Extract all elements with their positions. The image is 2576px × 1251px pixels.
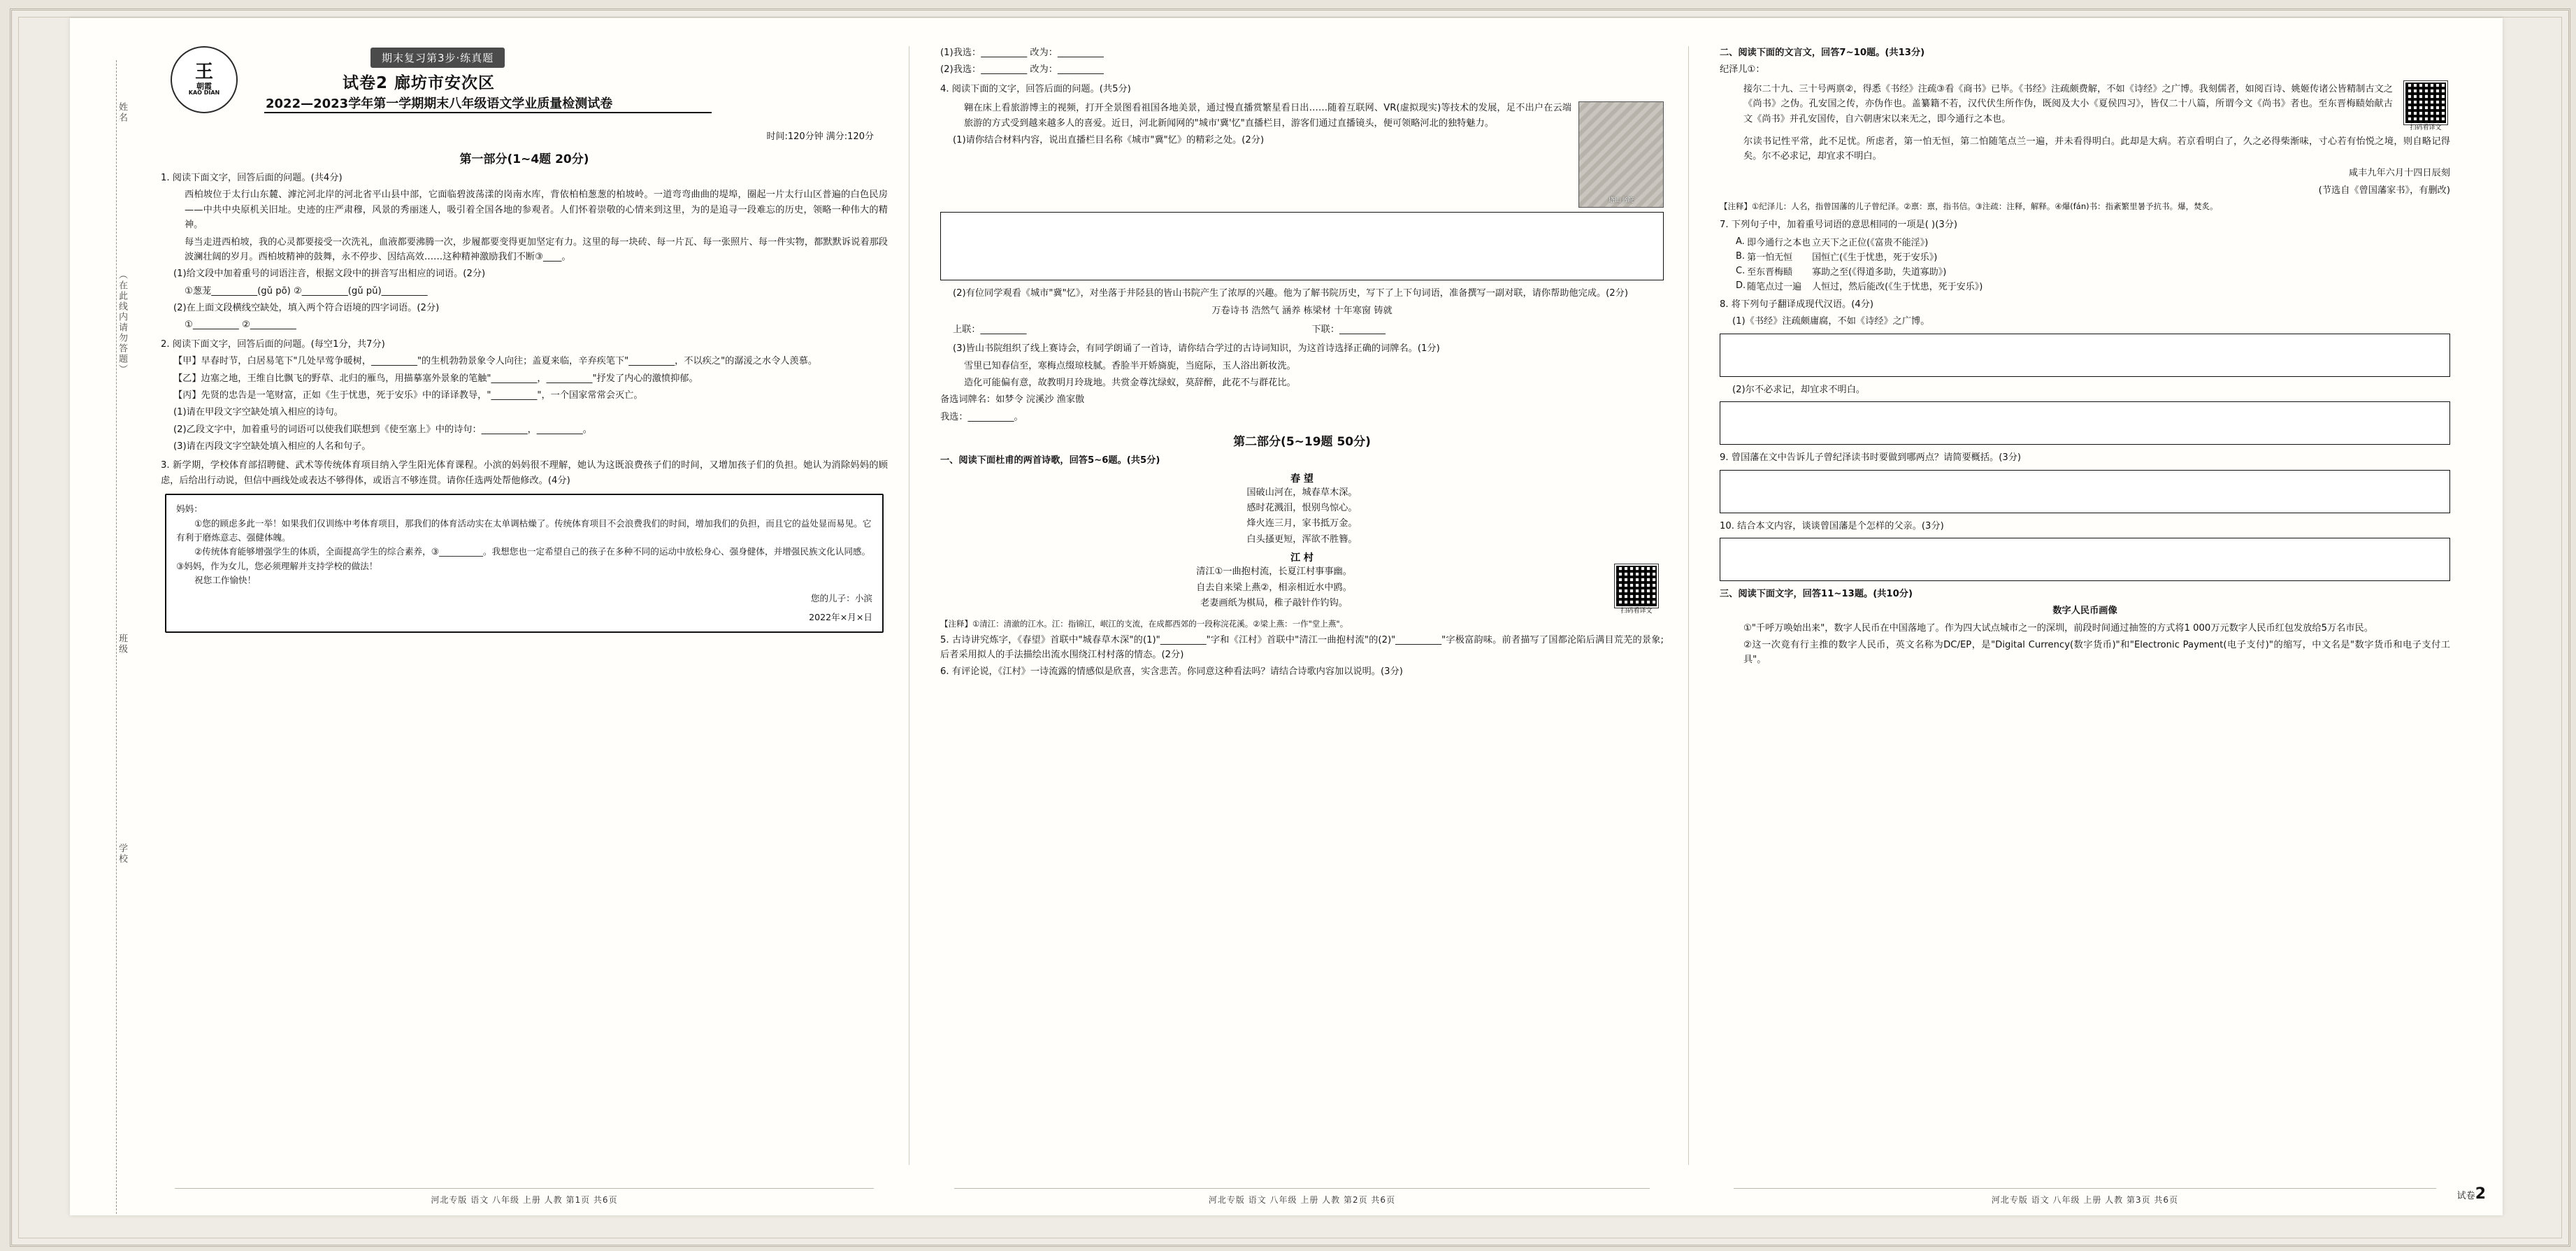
- page-title: 试卷2 廊坊市安次区: [343, 74, 496, 92]
- letter-signature-name: 您的儿子：小滨: [810, 593, 872, 604]
- question-2-line-bing: 【丙】先贤的忠告是一笔财富，正如《生于忧患，死于安乐》中的译译教导，"__________"，一个国家常常会灭亡。: [173, 389, 643, 401]
- question-1-sub2: (2)在上面文段横线空缺处，填入两个符合语境的四字词语。(2分): [173, 303, 440, 313]
- qr-code-icon[interactable]: [1615, 564, 1658, 608]
- question-3-answer-2: (2)我选：__________ 改为：__________: [940, 64, 1104, 76]
- poem-b-line-2: 自去自来梁上燕②，相亲相近水中鸥。: [1196, 582, 1352, 593]
- classical-text-date: 咸丰九年六月十四日辰刻: [2348, 168, 2450, 179]
- classical-text-addressee: 纪泽儿①：: [1720, 64, 1765, 76]
- brand-logo: [171, 46, 238, 113]
- question-3-stem: 3. 新学期，学校体育部招聘健、武术等传统体育项目纳入学生阳光体育课程。小滨的妈妈很不理解，她认为这既浪费孩子们的时间，又增加孩子们的负担。她认为消除妈妈的顾虑，后给出行动说，但信中画线处或表达不够得体，或语言不够连贯。请你任选两处帮他修改。(4分): [161, 460, 888, 486]
- option-b-label: B.: [1736, 251, 1746, 262]
- poem-b-line-3: 老妻画纸为棋局，稚子敲针作钓钩。: [1200, 598, 1348, 609]
- poem-b-notes: 【注释】①清江：清澈的江水。江：指锦江，岷江的支流，在成都西郊的一段称浣花溪。②梁上燕：一作"堂上燕"。: [940, 619, 1348, 629]
- paper-sheet: [70, 18, 2503, 1215]
- poem-a-line-3: 烽火连三月，家书抵万金。: [1246, 518, 1358, 529]
- question-7-stem: 7. 下列句子中，加着重号词语的意思相同的一项是( )(3分): [1720, 219, 1958, 230]
- question-4-sub1: (1)请你结合材料内容，说出直播栏目名称《城市"冀"忆》的精彩之处。(2分): [953, 134, 1265, 145]
- question-10: 10. 结合本文内容，谈谈曾国藩是个怎样的父亲。(3分): [1720, 520, 1944, 531]
- question-4-sub2: (2)有位同学观看《城市"冀"忆》，对坐落于井陉县的皆山书院产生了浓厚的兴趣。他为了解书院历史，写下了上下句词语，准备撰写一副对联，请你帮助他完成。(2分): [953, 288, 1629, 299]
- question-2-sub2: (2)乙段文字中，加着重号的词语可以使我们联想到《使至塞上》中的诗句：__________，__________。: [173, 424, 592, 435]
- binding-label-name: 姓名: [117, 102, 127, 123]
- question-4-poem-line-1: 雪里已知春信至，寒梅点缀琼枝腻。香脸半开娇旖旎，当庭际，玉人浴出新妆洗。: [964, 360, 1296, 371]
- question-4-stem: 4. 阅读下面的文字，回答后面的问题。(共5分): [940, 83, 1131, 94]
- question-1-stem: 1. 阅读下面文字，回答后面的问题。(共4分): [161, 173, 343, 183]
- series-ribbon: 期末复习第3步·练真题: [370, 48, 505, 68]
- question-8-stem: 8. 将下列句子翻译成现代汉语。(4分): [1720, 299, 1874, 310]
- classical-text-paragraph-2: 尔读书记性平常，此不足忧。所虑者，第一怕无恒，第二怕随笔点兰一遍，并未看得明白。此却是大病。若京看明白了，久之必得柴渐味，寸心若有怡悦之境，则自略记得矣。尔不必求记，却宜求不明白。: [1743, 136, 2450, 162]
- option-d-right: 人恒过，然后能改(《生于忧患，死于安乐》): [1812, 282, 1983, 293]
- exam-time-info: 时间:120分钟 满分:120分: [766, 131, 874, 142]
- question-5: 5. 古诗讲究炼字，《春望》首联中"城春草木深"的(1)"__________"字和《江村》首联中"清江一曲抱村流"的(2)"__________"字极富韵味。前者描写了国都沦陷后满目荒芜的景象;后者采用拟人的手法描绘出流水围绕江村村落的情态。(2分): [940, 634, 1664, 661]
- letter-paragraph-1: ①您的顾虑多此一举！如果我们仅训练中考体育项目，那我们的体育活动实在太单调枯燥了。传统体育项目不会浪费我们的时间，增加我们的负担，而且它的益处显而易见。它有利于磨炼意志、强健体魄。: [176, 517, 872, 543]
- option-d-left: 随笔点过一遍: [1747, 282, 1802, 293]
- question-7-option-b[interactable]: [1735, 249, 1983, 264]
- footer-rule-1: [175, 1188, 874, 1189]
- letter-paragraph-2: ②传统体育能够增强学生的体质，全面提高学生的综合素养，③__________。我想您也一定希望自己的孩子在多种不同的运动中放松身心、强身健体，并增强民族文化认同感。③妈妈，作为女儿，您必须理解并支持学校的做法！: [176, 546, 871, 571]
- corner-tag-number: 2: [2475, 1185, 2486, 1203]
- option-c-label: C.: [1736, 266, 1746, 277]
- question-4-couplet-up: 上联：__________: [953, 324, 1027, 335]
- question-4-poem-line-2: 造化可能偏有意，故教明月玲珑地。共赏金尊沈绿蚁，莫辞醉，此花不与群花比。: [964, 378, 1296, 388]
- question-7-option-c[interactable]: [1735, 264, 1983, 278]
- footer-page-3: 河北专版 语文 八年级 上册 人教 第3页 共6页: [1991, 1195, 2179, 1205]
- binding-label-school: 学校: [117, 843, 127, 864]
- paper-corner-tag: [2457, 1185, 2486, 1203]
- article-paragraph-2: ②这一次竟有行主推的数字人民币，英文名称为DC/EP，是"Digital Currency(数字货币)"和"Electronic Payment(电子支付)"的缩写，中文名是"数字货币和电子支付工具"。: [1743, 640, 2450, 666]
- question-1-passage-b: 每当走进西柏坡，我的心灵都要接受一次洗礼，血液都要沸腾一次，步履都要变得更加坚定有力。这里的每一块砖、每一片瓦、每一张照片、每一件实物，都默默诉说着那段波澜壮阔的岁月。西柏坡精神的鼓舞，永不停步、因结高效……这种精神激励我们不断③____。: [185, 236, 888, 262]
- poem-a-line-1: 国破山河在，城春草木深。: [1246, 487, 1358, 498]
- poem-a-line-2: 感时花溅泪，恨别鸟惊心。: [1246, 502, 1358, 513]
- logo-char: 王: [194, 62, 213, 83]
- column-3: [1720, 43, 2450, 1190]
- exam-header: [161, 43, 888, 127]
- question-6: 6. 有评论说，《江村》一诗流露的情感似是欣喜，实含悲苦。你同意这种看法吗？请结合诗歌内容加以说明。(3分): [940, 666, 1403, 678]
- question-7-options[interactable]: [1735, 234, 1983, 293]
- book-academy-photo: [1578, 101, 1664, 208]
- footer-rule-2: [954, 1188, 1650, 1189]
- question-7-option-a[interactable]: [1735, 234, 1983, 249]
- question-1-passage-a: 西柏坡位于太行山东麓、滹沱河北岸的河北省平山县中部，它面临碧波荡漾的岗南水库，背依柏柏葱葱的柏坡岭。一道弯弯曲曲的堤埠，圈起一片太行山区普遍的白色民房——中共中央原机关旧址。史迹的庄严肃穆，风景的秀丽迷人，吸引着全国各地的参观者。人们怀着崇敬的心情来到这里，为的是追寻一段难忘的历史，领略一种伟大的精神。: [185, 190, 888, 231]
- letter-signature-date: 2022年×月×日: [809, 611, 872, 622]
- section-3-title: 三、阅读下面文字，回答11~13题。(共10分): [1720, 588, 1913, 599]
- poem-b-line-1: 清江①一曲抱村流，长夏江村事事幽。: [1196, 566, 1352, 578]
- footer-rule-3: [1734, 1188, 2436, 1189]
- question-10-answer-area[interactable]: [1720, 538, 2450, 581]
- part2-title: 第二部分(5~19题 50分): [1233, 435, 1371, 450]
- question-4-passage: 翱在床上看旅游博主的视频，打开全景图看祖国各地美景，通过慢直播赏繁星看日出……随着互联网、VR(虚拟现实)等技术的发展，足不出户在云端旅游的方式受到越来越多人的喜爱。近日，河北新闻网的"城市'冀'忆"直播栏目，游客们通过直播镜头，便可领略河北的独特魅力。: [964, 103, 1571, 129]
- letter-blessing: 祝您工作愉快！: [194, 575, 257, 586]
- option-a-right: 立天下之正位(《富贵不能淫》): [1812, 238, 1929, 249]
- footer-page-2: 河北专版 语文 八年级 上册 人教 第2页 共6页: [1208, 1195, 1396, 1205]
- title-underline: [264, 112, 712, 113]
- section-2-title: 二、阅读下面的文言文，回答7~10题。(共13分): [1720, 48, 1925, 58]
- binding-label-notice: （在此线内请勿答题）: [117, 270, 127, 375]
- question-4-answer-blank[interactable]: 我选：__________。: [940, 411, 1023, 422]
- question-1-sub2-items: ①__________ ②__________: [185, 320, 296, 331]
- poem-a-line-4: 白头搔更短，浑欲不胜簪。: [1246, 534, 1358, 545]
- part1-title: 第一部分(1~4题 20分): [459, 152, 589, 166]
- qr-code-caption: 扫码看译文: [1620, 608, 1653, 615]
- classical-text-paragraph-1: 接尔二十九、三十号两禀②，得悉《书经》注疏③看《商书》已毕。《书经》注疏颇费解，不如《诗经》之广博。我刻儒者，如阅百诗、姚姬传诸公皆精制古文之《尚书》之伪。孔安国之传，亦伪作也。盖纂籍不若，汉代伏生所作伪，既阅及大小《夏侯四习》，皆仅二十八篇，所谓今文《尚书》者也。至东晋梅赜始献古文《尚书》并孔安国传，自六朝唐宋以来无之，即今通行之本也。: [1743, 83, 2393, 124]
- corner-tag-label: 试卷: [2456, 1191, 2475, 1201]
- option-c-left: 至东晋梅赜: [1747, 267, 1793, 278]
- question-1-sub1: (1)给文段中加着重号的词语注音，根据文段中的拼音写出相应的词语。(2分): [173, 269, 486, 280]
- option-d-label: D.: [1736, 280, 1746, 292]
- classical-text-notes: 【注释】①纪泽儿：人名，指曾国藩的儿子曾纪泽。②禀：禀，指书信。③注疏：注释，解释。④爆(fán)书：指紊繁里暑予抗书。爆，焚炙。: [1720, 201, 2218, 212]
- question-9-answer-area[interactable]: [1720, 470, 2450, 513]
- question-2-sub3: (3)请在丙段文字空缺处填入相应的人名和句子。: [173, 441, 371, 452]
- binding-label-class: 班级: [117, 634, 127, 655]
- option-b-right: 国恒亡(《生于忧患，死于安乐》): [1812, 252, 1938, 264]
- classical-text-source: (节选自《曾国藩家书》，有删改): [2318, 185, 2450, 196]
- column-separator-2: [1688, 46, 1689, 1165]
- poem-a-title: 春 望: [1290, 473, 1314, 485]
- question-8-answer-area-1[interactable]: [1720, 334, 2450, 377]
- logo-name: 朝霞: [196, 81, 212, 91]
- qr-code-caption: 扫码看译文: [2410, 124, 2442, 131]
- question-1-sub1-items: ①葱茏__________(gǔ pō) ②__________(gǔ pǔ)__________: [185, 285, 428, 296]
- qr-code-block-col2[interactable]: [1615, 564, 1658, 615]
- qr-code-icon[interactable]: [2404, 81, 2447, 124]
- option-a-left: 即今通行之本也: [1747, 238, 1811, 249]
- question-4-answer-area-1[interactable]: [940, 212, 1664, 280]
- question-4-couplet-down: 下联：__________: [1311, 324, 1386, 335]
- question-2-sub1: (1)请在甲段文字空缺处填入相应的诗句。: [173, 407, 343, 418]
- option-b-left: 第一怕无恒: [1747, 252, 1793, 264]
- question-2-line-jia: 【甲】早春时节，白居易笔下"几处早莺争暖树，__________"的生机勃勃景象令人向往；盖夏来临，辛弃疾笔下"__________，不以疾之"的潺湲之水令人羡慕。: [173, 356, 818, 367]
- question-3-answer-1: (1)我选：__________ 改为：__________: [940, 48, 1104, 58]
- question-2-line-yi: 【乙】边塞之地，王维自比飘飞的野草、北归的雁鸟，用描摹塞外景象的笔触"__________，__________"抒发了内心的激愤抑郁。: [173, 373, 698, 384]
- logo-pinyin: KAO DIAN: [188, 90, 220, 96]
- question-4-couplet-words: 万卷诗书 浩然气 涵养 栋梁材 十年寒窗 铸就: [1211, 305, 1393, 316]
- letter-card: [165, 494, 884, 633]
- question-8-sub2: (2)尔不必求记，却宜求不明白。: [1732, 384, 1866, 395]
- article-title: 数字人民币画像: [2052, 606, 2117, 617]
- question-4-options-label: 备选词牌名：如梦令 浣溪沙 渔家傲: [940, 394, 1085, 406]
- photo-caption: 塔山书院: [1608, 197, 1634, 205]
- binding-margin: [101, 60, 131, 1214]
- qr-code-block-col3[interactable]: [2404, 81, 2447, 132]
- option-c-right: 寡助之至(《得道多助，失道寡助》): [1812, 267, 1947, 278]
- question-7-option-d[interactable]: [1735, 278, 1983, 293]
- column-2: [940, 43, 1664, 1190]
- letter-salutation: 妈妈：: [176, 503, 203, 515]
- question-2-stem: 2. 阅读下面文字，回答后面的问题。(每空1分，共7分): [161, 338, 385, 350]
- article-paragraph-1: ①"千呼万唤始出来"，数字人民币在中国落地了。作为四大试点城市之一的深圳，前段时间通过抽签的方式将1 000万元数字人民币红包发放给5万名市民。: [1743, 622, 2373, 634]
- section-1-title: 一、阅读下面杜甫的两首诗歌，回答5~6题。(共5分): [940, 455, 1160, 466]
- question-9: 9. 曾国藩在文中告诉儿子曾纪泽读书时要做到哪两点？请简要概括。(3分): [1720, 452, 2022, 464]
- question-8-answer-area-2[interactable]: [1720, 401, 2450, 445]
- question-4-sub3: (3)皆山书院组织了线上赛诗会，有同学朗诵了一首诗，请你结合学过的古诗词知识，为这首诗选择正确的词牌名。(1分): [953, 343, 1440, 355]
- option-a-label: A.: [1736, 236, 1745, 248]
- column-1: [161, 43, 888, 1190]
- page-subtitle: 2022—2023学年第一学期期末八年级语文学业质量检测试卷: [266, 96, 613, 111]
- poem-b-title: 江 村: [1290, 552, 1314, 564]
- footer-page-1: 河北专版 语文 八年级 上册 人教 第1页 共6页: [431, 1195, 618, 1205]
- question-8-sub1: (1)《书经》注疏颇庸腐，不如《诗经》之广博。: [1732, 316, 1930, 327]
